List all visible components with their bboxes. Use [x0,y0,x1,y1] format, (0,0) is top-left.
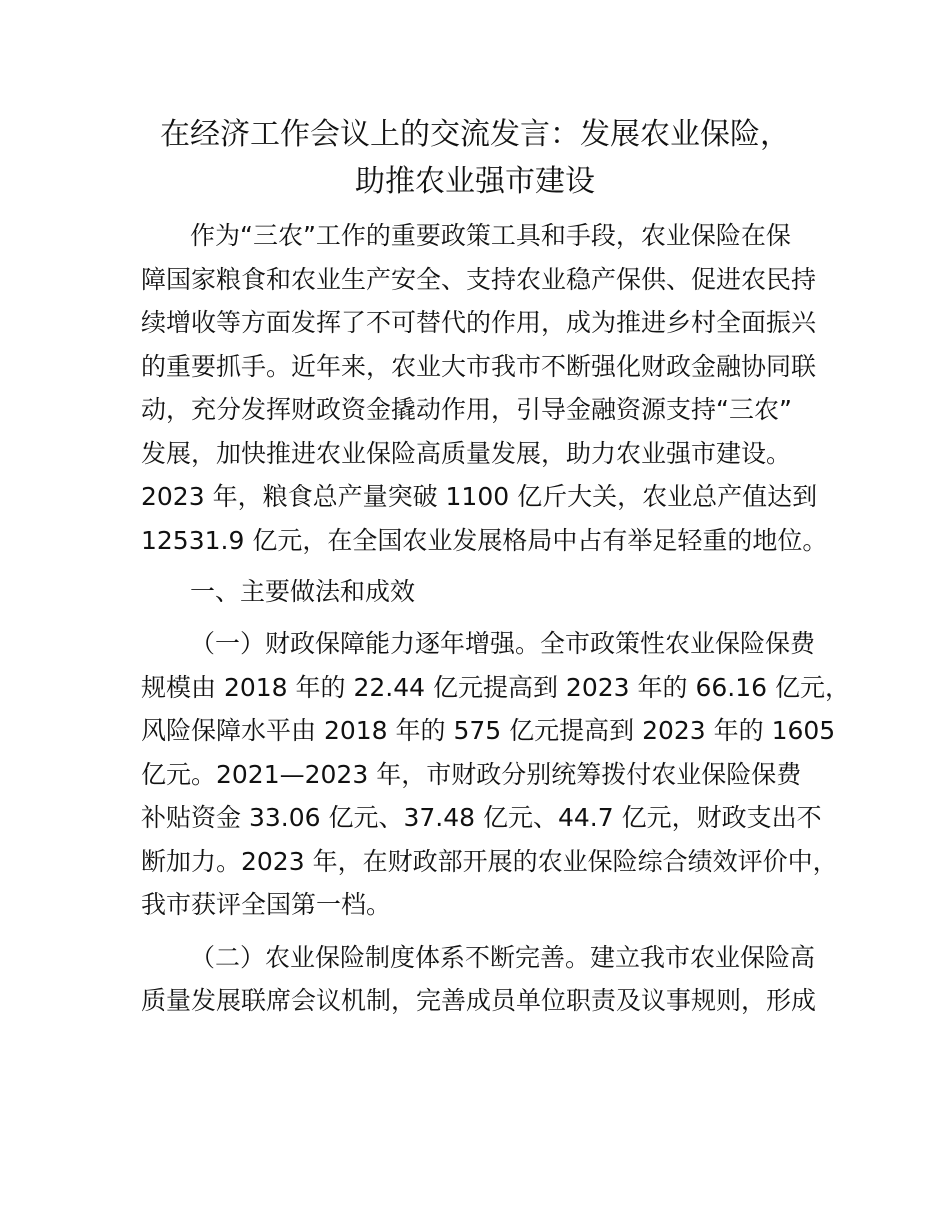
paragraph-line: 质量发展联席会议机制，完善成员单位职责及议事规则，形成 [141,986,817,1015]
paragraph-line: 作为“三农”工作的重要政策工具和手段，农业保险在保 [190,221,791,250]
paragraph-line: 12531.9 亿元，在全国农业发展格局中占有举足轻重的地位。 [141,526,828,555]
document-title-line-2: 助推农业强市建设 [355,164,595,199]
paragraph-line: 断加力。2023 年，在财政部开展的农业保险综合绩效评价中， [141,847,838,876]
paragraph-line: 风险保障水平由 2018 年的 575 亿元提高到 2023 年的 1605 [141,716,836,745]
paragraph-line: 补贴资金 33.06 亿元、37.48 亿元、44.7 亿元，财政支出不 [141,803,822,832]
paragraph-line: 2023 年，粮食总产量突破 1100 亿斤大关，农业总产值达到 [141,482,818,511]
section-heading: 一、主要做法和成效 [190,577,416,606]
paragraph-line: 发展，加快推进农业保险高质量发展，助力农业强市建设。 [141,439,792,468]
paragraph-line: 亿元。2021—2023 年，市财政分别统筹拨付农业保险保费 [141,760,802,789]
paragraph-line: 续增收等方面发挥了不可替代的作用，成为推进乡村全面振兴 [141,308,817,337]
paragraph-line: （一）财政保障能力逐年增强。全市政策性农业保险保费 [190,629,816,658]
paragraph-line: 我市获评全国第一档。 [141,890,392,919]
paragraph-line: 规模由 2018 年的 22.44 亿元提高到 2023 年的 66.16 亿元， [141,673,850,702]
paragraph-line: 动，充分发挥财政资金撬动作用，引导金融资源支持“三农” [141,395,792,424]
document-title-line-1: 在经济工作会议上的交流发言：发展农业保险， [160,117,790,152]
paragraph-line: （二）农业保险制度体系不断完善。建立我市农业保险高 [190,943,816,972]
paragraph-line: 的重要抓手。近年来，农业大市我市不断强化财政金融协同联 [141,352,817,381]
paragraph-line: 障国家粮食和农业生产安全、支持农业稳产保供、促进农民持 [141,265,817,294]
